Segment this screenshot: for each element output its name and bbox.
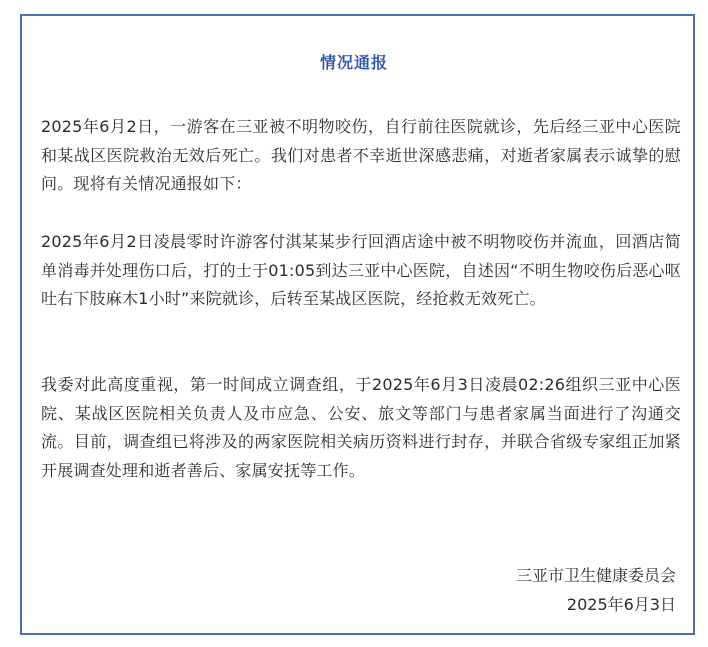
signature-organization: 三亚市卫生健康委员会 bbox=[515, 566, 676, 585]
notice-border-frame bbox=[20, 14, 695, 635]
notice-paragraph-response: 我委对此高度重视，第一时间成立调查组，于2025年6月3日凌晨02:26组织三亚中心医院、某战区医院相关负责人及市应急、公安、旅文等部门与患者家属当面进行了沟通交流。目前，调查组已将涉及的两家医院相关病历资料进行封存，并联合省级专家组正加紧开展调查处理和逝者善后、家属安抚等工作。 bbox=[41, 375, 681, 480]
signature-date: 2025年6月3日 bbox=[566, 595, 676, 614]
notice-paragraph-intro: 2025年6月2日，一游客在三亚被不明物咬伤，自行前往医院就诊，先后经三亚中心医院和某战区医院救治无效后死亡。我们对患者不幸逝世深感悲痛，对逝者家属表示诚挚的慰问。现将有关情况通报如下： bbox=[41, 117, 681, 193]
notice-paragraph-details: 2025年6月2日凌晨零时许游客付淇某某步行回酒店途中被不明物咬伤并流血，回酒店简单消毒并处理伤口后，打的士于01:05到达三亚中心医院，自述因“不明生物咬伤后恶心呕吐右下肢麻木1小时”来院就诊，后转至某战区医院，经抢救无效死亡。 bbox=[41, 232, 681, 308]
notice-title: 情况通报 bbox=[319, 53, 388, 72]
